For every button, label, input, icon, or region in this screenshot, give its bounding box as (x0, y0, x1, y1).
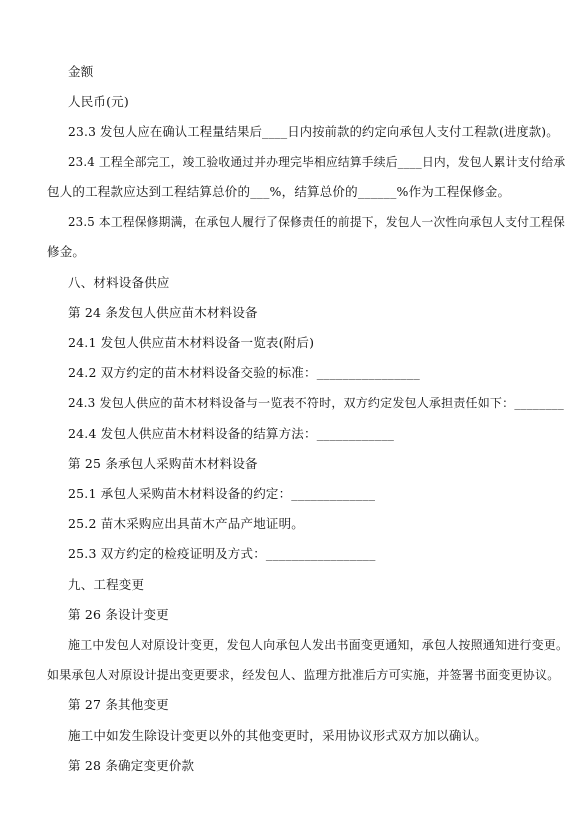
section-heading-8: 八、材料设备供应 (68, 275, 170, 290)
clause-25-3: 25.3 双方约定的检疫证明及方式：_________________ (68, 546, 376, 561)
article-27-heading: 第 27 条其他变更 (68, 697, 169, 712)
clause-23-5: 23.5 本工程保修期满，在承包人履行了保修责任的前提下，发包人一次性向承包人支付工程保 (68, 215, 565, 229)
text-currency-label: 人民币(元) (68, 94, 129, 109)
clause-23-4: 23.4 工程全部完工，竣工验收通过并办理完毕相应结算手续后____日内，发包人累计支付给承 (68, 155, 566, 169)
article-27-paragraph: 施工中如发生除设计变更以外的其他变更时，采用协议形式双方加以确认。 (68, 728, 488, 743)
article-28-heading: 第 28 条确定变更价款 (68, 758, 195, 773)
clause-24-2: 24.2 双方约定的苗木材料设备交验的标准：________________ (68, 365, 420, 380)
article-24-heading: 第 24 条发包人供应苗木材料设备 (68, 305, 258, 320)
article-25-heading: 第 25 条承包人采购苗木材料设备 (68, 456, 258, 471)
clause-24-4: 24.4 发包人供应苗木材料设备的结算方法：____________ (68, 426, 395, 441)
article-26-paragraph-2: 如果承包人对原设计提出变更要求，经发包人、监理方批准后方可实施，并签署书面变更协议。 (47, 668, 560, 682)
article-26-heading: 第 26 条设计变更 (68, 607, 169, 622)
text-amount-label: 金额 (68, 64, 94, 79)
article-26-paragraph-1: 施工中发包人对原设计变更，发包人向承包人发出书面变更通知，承包人按照通知进行变更。 (68, 638, 569, 652)
section-heading-9: 九、工程变更 (68, 577, 145, 592)
clause-23-4-continued: 包人的工程款应达到工程结算总价的___%，结算总价的______%作为工程保修金。 (47, 184, 511, 199)
clause-25-1: 25.1 承包人采购苗木材料设备的约定：_____________ (68, 486, 376, 501)
clause-24-1: 24.1 发包人供应苗木材料设备一览表(附后) (68, 335, 315, 350)
clause-24-3: 24.3 发包人供应的苗木材料设备与一览表不符时，双方约定发包人承担责任如下：________ (68, 396, 564, 410)
clause-23-3: 23.3 发包人应在确认工程量结果后____日内按前款的约定向承包人支付工程款(进度款)。 (68, 125, 559, 139)
clause-23-5-continued: 修金。 (47, 244, 86, 259)
clause-25-2: 25.2 苗木采购应出具苗木产品产地证明。 (68, 516, 305, 531)
